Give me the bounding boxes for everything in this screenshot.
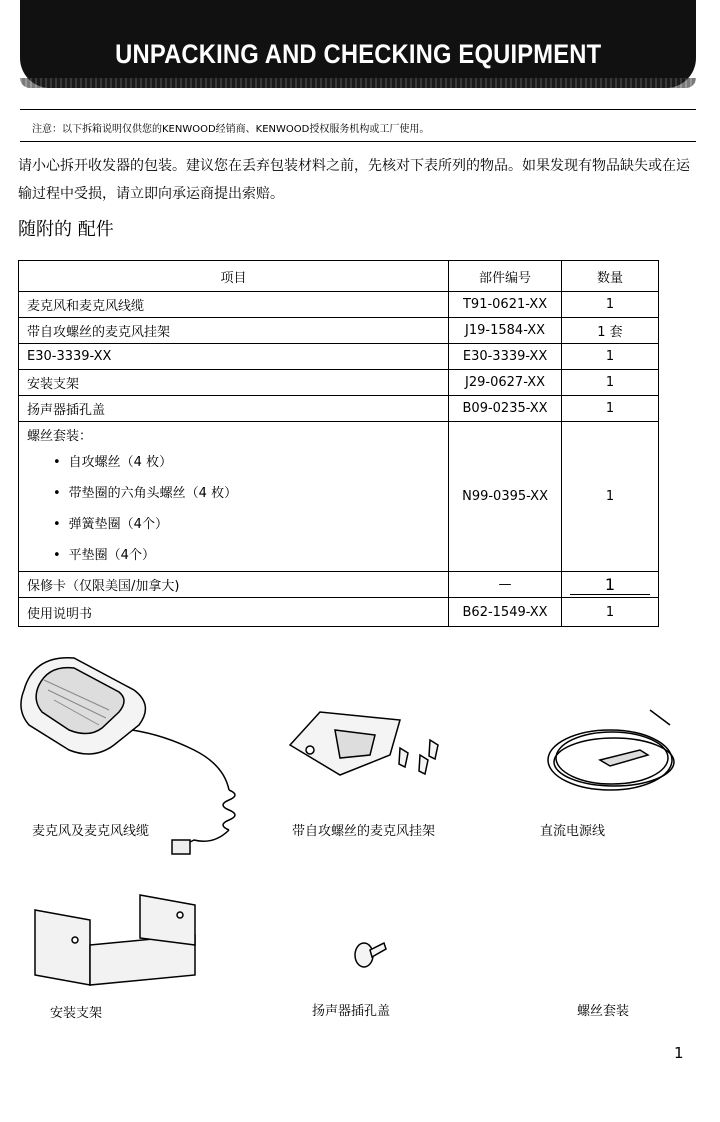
accessories-table xyxy=(18,260,659,627)
cell-qty: 1 xyxy=(561,396,658,422)
caption-bracket: 安装支架 xyxy=(50,1006,103,1021)
cell-part: B09-0235-XX xyxy=(449,396,562,422)
screw-set-label: 螺丝套装： xyxy=(27,429,93,444)
cell-qty: 1 xyxy=(561,292,658,318)
caption-screw-set: 螺丝套装 xyxy=(577,1004,630,1019)
caption-mic: 麦克风及麦克风线缆 xyxy=(32,824,150,839)
cell-item: 扬声器插孔盖 xyxy=(19,396,449,422)
cell-item: 保修卡（仅限美国/加拿大) xyxy=(19,572,449,598)
list-item: • 平垫圈（4个） xyxy=(53,540,440,571)
page-title: UNPACKING AND CHECKING EQUIPMENT xyxy=(114,39,602,69)
header-part-number: 部件编号 xyxy=(449,261,562,292)
cell-part: N99-0395-XX xyxy=(449,422,562,572)
cell-item: 麦克风和麦克风线缆 xyxy=(19,292,449,318)
cell-item xyxy=(19,422,449,572)
page-number: 1 xyxy=(674,1044,684,1062)
cell-qty: 1 xyxy=(561,598,658,627)
table-row xyxy=(19,292,659,318)
cell-qty xyxy=(561,572,658,598)
list-item: • 带垫圈的六角头螺丝（4 枚） xyxy=(53,478,440,509)
cell-item: E30-3339-XX xyxy=(19,344,449,370)
cell-item: 使用说明书 xyxy=(19,598,449,627)
cell-item: 安装支架 xyxy=(19,370,449,396)
bracket-illustration xyxy=(30,890,220,990)
header-item: 项目 xyxy=(19,261,449,292)
cell-part: B62-1549-XX xyxy=(449,598,562,627)
qty-value: 1 xyxy=(570,575,650,595)
list-item: • 自攻螺丝（4 枚） xyxy=(53,447,440,478)
cell-item: 带自攻螺丝的麦克风挂架 xyxy=(19,318,449,344)
table-row xyxy=(19,396,659,422)
table-header-row xyxy=(19,261,659,292)
cell-qty: 1 xyxy=(561,370,658,396)
table-row xyxy=(19,572,659,598)
table-row xyxy=(19,344,659,370)
screw-subitem-list xyxy=(27,447,440,571)
cell-qty: 1 套 xyxy=(561,318,658,344)
jack-cover-illustration xyxy=(350,935,390,975)
title-banner xyxy=(20,0,696,88)
table-row-screw-set xyxy=(19,422,659,572)
intro-paragraph: 请小心拆开收发器的包装。建议您在丢弃包装材料之前，先核对下表所列的物品。如果发现有物品缺失或在运输过程中受损，请立即向承运商提出索赔。 xyxy=(18,158,690,202)
list-item: • 弹簧垫圈（4个） xyxy=(53,509,440,540)
divider xyxy=(20,109,696,110)
dc-cable-illustration xyxy=(540,700,690,800)
cell-part: J29-0627-XX xyxy=(449,370,562,396)
table-row xyxy=(19,318,659,344)
caption-jack-cover: 扬声器插孔盖 xyxy=(312,1004,391,1019)
cell-qty: 1 xyxy=(561,422,658,572)
header-quantity: 数量 xyxy=(561,261,658,292)
cell-qty: 1 xyxy=(561,344,658,370)
section-title: 随附的 配件 xyxy=(18,219,114,240)
divider xyxy=(20,141,696,142)
caption-dc-cable: 直流电源线 xyxy=(540,824,606,839)
dealer-note: 注意：以下拆箱说明仅供您的KENWOOD经销商、KENWOOD授权服务机构或工厂使用。 xyxy=(32,124,430,135)
table-row xyxy=(19,370,659,396)
hanger-illustration xyxy=(280,700,460,790)
cell-part: — xyxy=(449,572,562,598)
cell-part: J19-1584-XX xyxy=(449,318,562,344)
cell-part: E30-3339-XX xyxy=(449,344,562,370)
caption-hanger: 带自攻螺丝的麦克风挂架 xyxy=(292,824,436,839)
table-row xyxy=(19,598,659,627)
cell-part: T91-0621-XX xyxy=(449,292,562,318)
